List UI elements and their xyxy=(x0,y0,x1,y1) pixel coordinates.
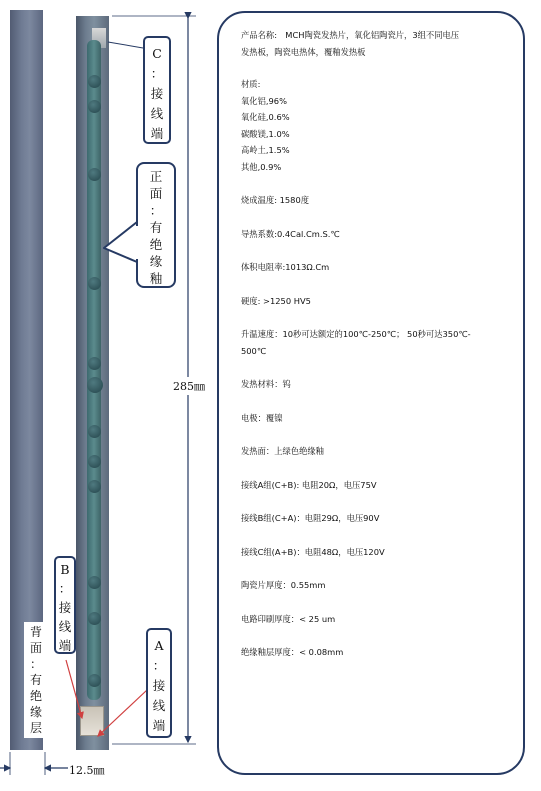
callout-back-insulation: 背 面 ： 有 绝 缘 层 xyxy=(24,622,48,738)
c-pointer-line xyxy=(108,42,143,48)
print-thickness: 电路印刷厚度：< 25 um xyxy=(241,613,336,624)
material-section: 材质: 氧化铝,96% 氧化硅,0.6% 碳酸镁,1.0% 高岭土,1.5% 其他,0.9% xyxy=(241,79,290,172)
heating-surface: 发热面：上绿色绝缘釉 xyxy=(241,446,324,456)
callout-b-terminal: B ： 接 线 端 xyxy=(54,556,76,654)
glaze-thickness: 绝缘釉层厚度：< 0.08mm xyxy=(241,647,344,657)
thermal-coefficient: 导热系数:0.4Cal.Cm.S.℃ xyxy=(241,228,340,239)
spec-panel xyxy=(217,11,525,775)
electrode: 电极：覆镍 xyxy=(241,412,283,423)
callout-c-terminal: C ： 接 线 端 xyxy=(143,36,171,144)
a-arrow xyxy=(98,690,147,736)
wiring-group-c: 接线C组(A+B)：电阻48Ω，电压120V xyxy=(241,546,385,557)
callout-a-terminal: A ： 接 线 端 xyxy=(146,628,172,738)
heating-material: 发热材料：钨 xyxy=(241,379,291,389)
front-callout-tail xyxy=(104,222,137,262)
hardness: 硬度: >1250 HV5 xyxy=(241,295,311,306)
wiring-group-a: 接线A组(C+B): 电阻20Ω，电压75V xyxy=(241,479,377,490)
ceramic-thickness: 陶瓷片厚度：0.55mm xyxy=(241,580,326,590)
b-arrow xyxy=(66,660,82,718)
heating-speed: 升温速度：10秒可达额定的100℃-250℃； 50秒可达350℃- 500℃ xyxy=(241,329,471,356)
callout-front-insulation: 正 面 ： 有 绝 缘 釉 xyxy=(136,162,176,288)
volume-resistivity: 体积电阻率:1013Ω.Cm xyxy=(241,262,330,272)
product-name: 产品名称: MCH陶瓷发热片，氧化铝陶瓷片，3组不同电压 发热板，陶瓷电热体，覆釉发热板 xyxy=(241,30,460,57)
firing-temperature: 烧成温度: 1580度 xyxy=(241,195,310,205)
wiring-group-b: 接线B组(C+A)：电阻29Ω，电压90V xyxy=(241,513,380,523)
length-dimension-label: 285㎜ xyxy=(173,377,205,395)
width-dimension-label: 12.5㎜ xyxy=(69,764,105,777)
